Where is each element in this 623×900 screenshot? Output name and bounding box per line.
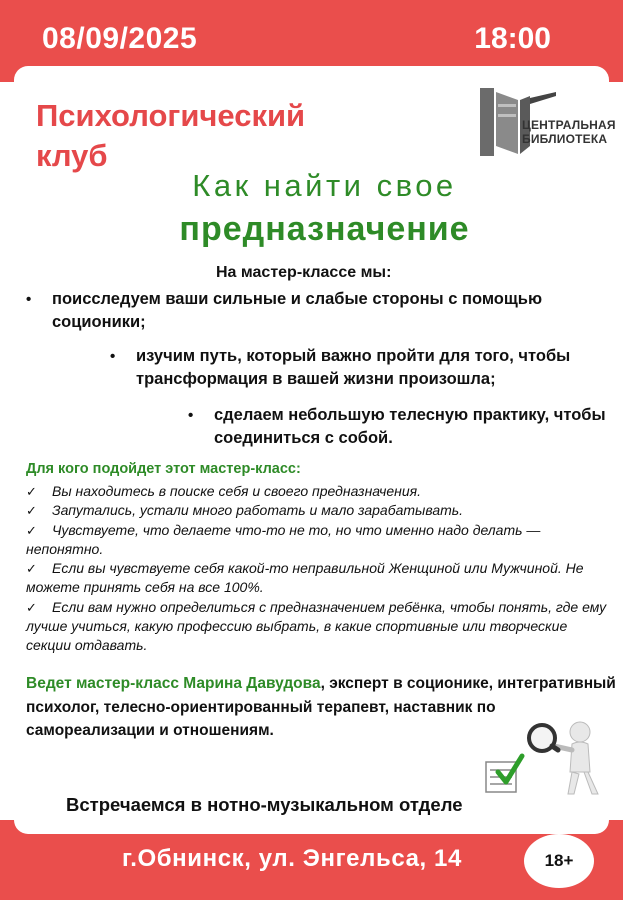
headline-line-1: Как найти свое: [192, 168, 457, 203]
event-time: 18:00: [474, 22, 551, 55]
for-whom-title: Для кого подойдет этот мастер-класс:: [26, 461, 301, 477]
checklist-item: [26, 482, 616, 501]
checklist-item: [26, 598, 616, 656]
headline-line-2: предназначение: [179, 210, 470, 248]
bullet-icon: •: [188, 407, 194, 424]
checklist-text: Если вы чувствуете себя какой-то неправильной Женщиной или Мужчиной. Не можете принять себя на все 100%.: [26, 560, 584, 596]
host-credentials: , эксперт в соционике, интегративный психолог, телесно-ориентированный терапевт, наставник по самореализации и отношениям.: [26, 675, 616, 739]
logo-line-1: ЦЕНТРАЛЬНАЯ: [522, 118, 616, 132]
host-name: Ведет мастер-класс Марина Давудова: [26, 675, 321, 692]
bullet-item: [26, 288, 612, 334]
checklist-text: Вы находитесь в поиске себя и своего предназначения.: [52, 483, 422, 499]
intro-text: На мастер-классе мы:: [216, 264, 392, 281]
event-date: 08/09/2025: [42, 22, 198, 55]
checklist-text: Если вам нужно определиться с предназначением ребёнка, чтобы понять, где ему лучше учиться, какую профессию выбрать, в какие спортивные или творческие секции отдавать.: [26, 598, 607, 654]
club-title: Психологический клуб: [36, 98, 306, 173]
check-icon: ✓: [26, 484, 37, 499]
bullet-item: [110, 345, 616, 391]
bullet-text: сделаем небольшую телесную практику, чтобы соединиться с собой.: [214, 406, 606, 447]
bullet-icon: •: [26, 291, 32, 308]
meeting-place: Встречаемся в нотно-музыкальном отделе: [66, 794, 463, 815]
check-icon: ✓: [26, 599, 37, 615]
check-icon: ✓: [26, 503, 37, 519]
magnifier-figure-illustration: [484, 716, 604, 798]
bullet-item: [188, 404, 614, 450]
age-rating-badge: 18+: [524, 834, 594, 888]
checklist-text: Запутались, устали много работать и мало зарабатывать.: [52, 502, 464, 519]
checklist-item: [26, 501, 616, 520]
checklist-item: [26, 521, 616, 560]
check-icon: ✓: [26, 561, 37, 577]
address: г.Обнинск, ул. Энгельса, 14: [122, 845, 462, 872]
bullet-text: изучим путь, который важно пройти для того, чтобы трансформация в вашей жизни произошла;: [136, 347, 571, 388]
checklist-item: [26, 559, 616, 598]
logo-line-2: БИБЛИОТЕКА: [522, 132, 608, 146]
check-icon: ✓: [26, 522, 37, 538]
checklist-text: Чувствуете, что делаете что-то не то, но что именно надо делать — непонятно.: [26, 521, 541, 557]
for-whom-checklist: [26, 482, 616, 656]
bullet-icon: •: [110, 348, 116, 365]
library-logo-text: [522, 118, 622, 146]
bullet-text: поисследуем ваши сильные и слабые стороны с помощью соционики;: [52, 290, 543, 331]
